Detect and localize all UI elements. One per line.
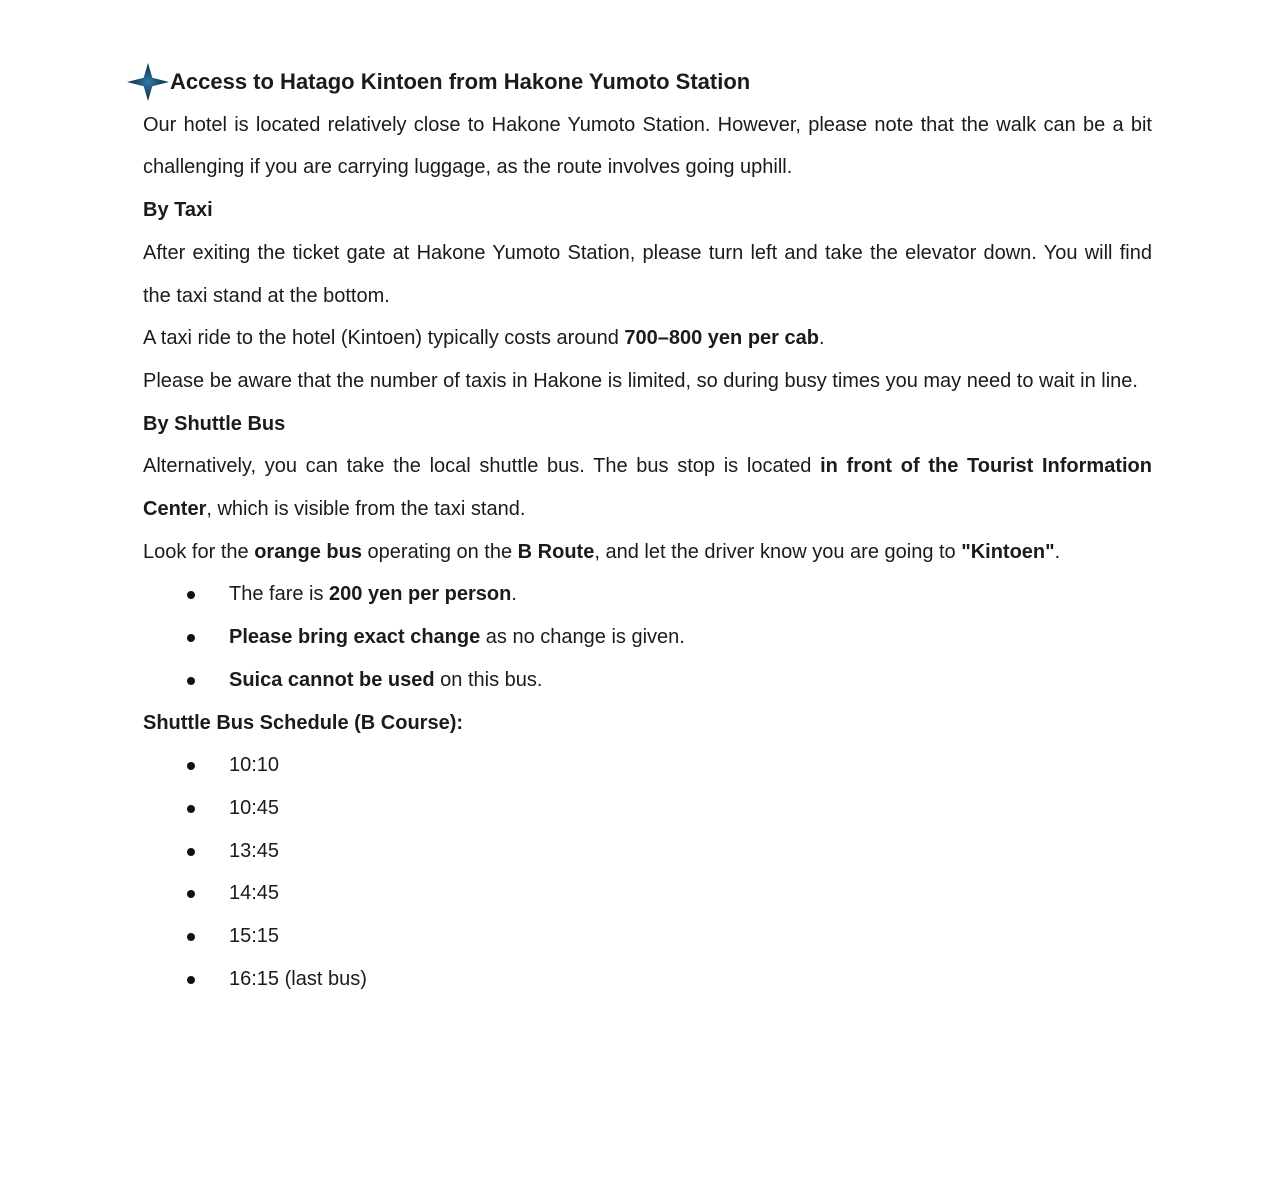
- bullet-icon: [187, 677, 195, 685]
- bullet-text: The fare is 200 yen per person.: [229, 583, 517, 606]
- list-item: [143, 659, 1152, 702]
- shuttle-paragraph-1: Alternatively, you can take the local shuttle bus. The bus stop is located in front of the Tourist Information Center, which is visible from the taxi stand.: [143, 455, 1152, 521]
- page-title: [143, 61, 1152, 104]
- schedule-time: 10:10: [229, 754, 280, 777]
- page-title-text: Access to Hatago Kintoen from Hakone Yumoto Station: [170, 69, 751, 94]
- intro-paragraph: Our hotel is located relatively close to Hakone Yumoto Station. However, please note that the walk can be a bit challenging if you are carrying luggage, as the route involves going uphill.: [143, 113, 1152, 179]
- shuttle-section-heading: By Shuttle Bus: [143, 412, 286, 435]
- list-item: [143, 872, 1152, 915]
- schedule-time-list: [143, 744, 1152, 1000]
- bullet-icon: [187, 805, 195, 813]
- shuttle-bullet-list: [143, 573, 1152, 701]
- schedule-section-heading: Shuttle Bus Schedule (B Course):: [143, 711, 464, 734]
- list-item: [143, 573, 1152, 616]
- list-item: [143, 744, 1152, 787]
- schedule-time: 14:45: [229, 882, 280, 905]
- taxi-paragraph-3: Please be aware that the number of taxis in Hakone is limited, so during busy times you may need to wait in line.: [143, 369, 1138, 392]
- sparkle-star-icon: [127, 62, 169, 102]
- document-body: [143, 61, 1152, 1000]
- list-item: [143, 616, 1152, 659]
- bullet-icon: [187, 848, 195, 856]
- bullet-icon: [187, 591, 195, 599]
- list-item: [143, 787, 1152, 830]
- bullet-text: Suica cannot be used on this bus.: [229, 668, 543, 691]
- shuttle-paragraph-2: Look for the orange bus operating on the B Route, and let the driver know you are going to "Kintoen".: [143, 540, 1061, 563]
- taxi-paragraph-2: A taxi ride to the hotel (Kintoen) typically costs around 700–800 yen per cab.: [143, 327, 825, 350]
- list-item: [143, 915, 1152, 958]
- schedule-time: 13:45: [229, 839, 280, 862]
- schedule-time: 15:15: [229, 925, 280, 948]
- bullet-icon: [187, 976, 195, 984]
- bullet-icon: [187, 762, 195, 770]
- bullet-icon: [187, 634, 195, 642]
- schedule-time: 10:45: [229, 796, 280, 819]
- schedule-time: 16:15 (last bus): [229, 967, 367, 990]
- taxi-section-heading: By Taxi: [143, 199, 213, 222]
- bullet-icon: [187, 933, 195, 941]
- taxi-paragraph-1: After exiting the ticket gate at Hakone Yumoto Station, please turn left and take the elevator down. You will find the taxi stand at the bottom.: [143, 241, 1152, 307]
- bullet-text: Please bring exact change as no change is given.: [229, 626, 685, 649]
- list-item: [143, 830, 1152, 873]
- bullet-icon: [187, 890, 195, 898]
- list-item: [143, 958, 1152, 1001]
